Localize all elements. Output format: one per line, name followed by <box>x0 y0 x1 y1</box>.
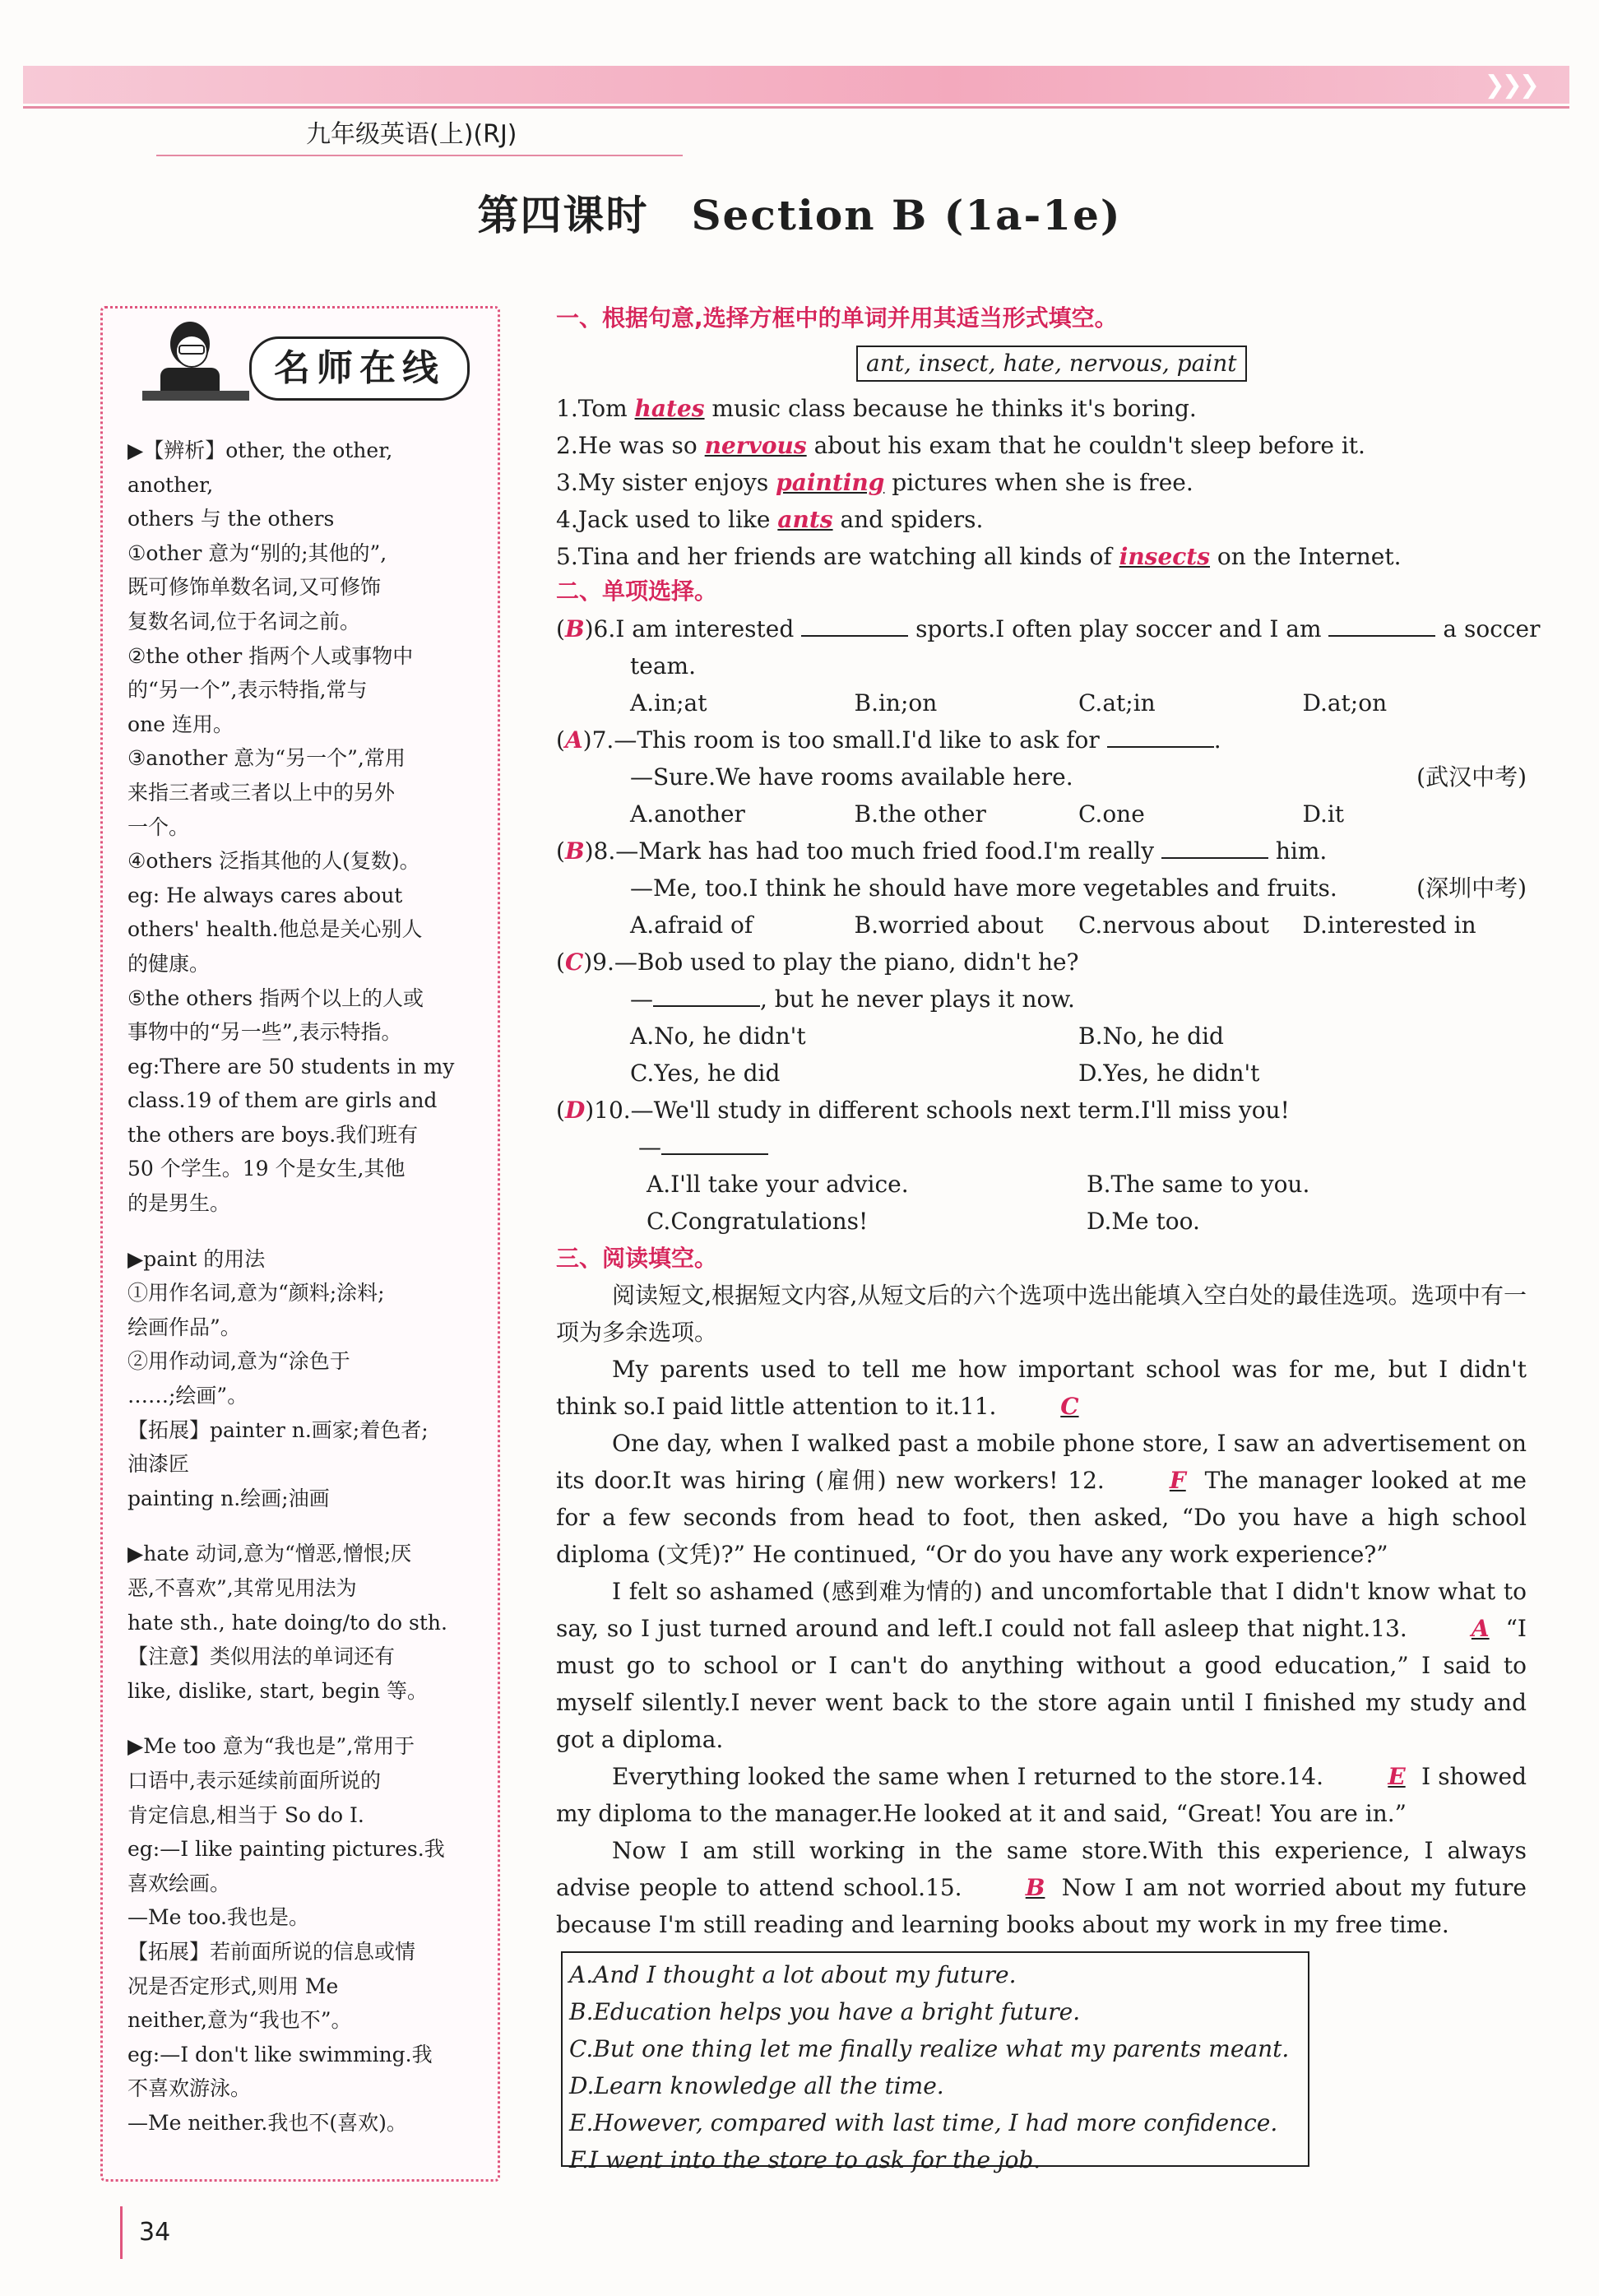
header-band <box>23 66 1569 104</box>
sidebar-line: eg: He always cares about <box>127 883 403 907</box>
question-7-line2: —Sure.We have rooms available here. <box>630 763 1073 791</box>
lesson-title: 第四课时 Section B (1a-1e) <box>477 191 1122 239</box>
option-f: F.I went into the store to ask for the job. <box>569 2146 1041 2173</box>
sidebar-line: eg:There are 50 students in my <box>127 1054 455 1078</box>
question-9-options-ab: A.No, he didn't B.No, he did <box>630 1023 1224 1050</box>
sidebar-line: 喜欢绘画。 <box>127 1871 231 1895</box>
question-6-options: A.in;at B.in;on C.at;in D.at;on <box>630 689 1388 717</box>
passage-paragraph-1: My parents used to tell me how important school was for me, but I didn't think so.I paid little attention to it.11. C <box>556 1356 1527 1420</box>
sidebar-line: class.19 of them are girls and <box>127 1088 438 1113</box>
sidebar-line: 不喜欢游泳。 <box>127 2076 252 2101</box>
option-a: A.And I thought a lot about my future. <box>569 1961 1017 1988</box>
book-title: 九年级英语(上)(RJ) <box>306 120 517 149</box>
sidebar-line: —Me too.我也是。 <box>127 1905 309 1930</box>
fill-in-item: 5.Tina and her friends are watching all kinds of insects on the Internet. <box>556 543 1402 570</box>
sidebar-line: 【拓展】若前面所说的信息或情 <box>127 1939 416 1964</box>
teacher-notes-sidebar <box>100 306 500 2182</box>
sidebar-line: 绘画作品”。 <box>127 1315 241 1339</box>
option-d: D.Learn knowledge all the time. <box>569 2072 944 2099</box>
sidebar-line: 【注意】类似用法的单词还有 <box>127 1644 396 1669</box>
teacher-icon <box>142 320 241 402</box>
answer-word: insects <box>1119 543 1211 570</box>
section-3-heading: 三、阅读填空。 <box>556 1245 718 1272</box>
sidebar-line: 况是否定形式,则用 Me <box>127 1974 339 1998</box>
sidebar-line: ▶Me too 意为“我也是”,常用于 <box>127 1734 415 1759</box>
sidebar-line: ▶hate 动词,意为“憎恶,憎恨;厌 <box>127 1542 412 1566</box>
sidebar-line: 复数名词,位于名词之前。 <box>127 609 360 633</box>
sidebar-line: 事物中的“另一些”,表示特指。 <box>127 1020 402 1045</box>
question-10-options-cd: C.Congratulations! D.Me too. <box>647 1208 1200 1235</box>
option-b: B.Education helps you have a bright future. <box>569 1998 1081 2025</box>
question-7: (A)7.—This room is too small.I'd like to ask for . <box>556 721 1221 758</box>
sidebar-notes <box>127 434 473 2141</box>
section-2-heading: 二、单项选择。 <box>556 577 718 605</box>
question-6: (B)6.I am interested sports.I often play soccer and I am a soccer <box>556 610 1541 647</box>
sidebar-line: ①用作名词,意为“颜料;涂料; <box>127 1281 385 1306</box>
passage-paragraph-2: One day, when I walked past a mobile phone store, I saw an advertisement on its door.It was hiring (雇佣) new workers! 12. F The manager looked at me for a few seconds from head to foot, then asked, “Do you have a high school diploma (文凭)?” He continued, “Or do you have any work experience?” <box>556 1430 1527 1568</box>
sidebar-line: ②用作动词,意为“涂色于 <box>127 1349 350 1374</box>
sidebar-line: 肯定信息,相当于 So do I. <box>127 1802 364 1827</box>
sidebar-line: the others are boys.我们班有 <box>127 1122 419 1147</box>
sidebar-line: ①other 意为“别的;其他的”, <box>127 540 387 565</box>
question-9-options-cd: C.Yes, he did D.Yes, he didn't <box>630 1060 1260 1087</box>
question-8-line2: —Me, too.I think he should have more vegetables and fruits. <box>630 874 1337 902</box>
sidebar-line: 口语中,表示延续前面所说的 <box>127 1768 381 1793</box>
sidebar-line: 油漆匠 <box>127 1452 190 1477</box>
passage-paragraph-5: Now I am still working in the same store.With this experience, I always advise people to attend school.15. B Now I am not worried about my future because I'm still reading and learning books about my work in my free time. <box>556 1837 1527 1938</box>
sidebar-line: one 连用。 <box>127 712 234 736</box>
sidebar-badge: 名师在线 <box>249 336 470 401</box>
passage-paragraph-4: Everything looked the same when I returned to the store.14. E I showed my diploma to the manager.He looked at it and said, “Great! You are in.” <box>556 1763 1527 1827</box>
question-9-line2: — , but he never plays it now. <box>630 981 1075 1018</box>
sidebar-gap <box>127 1221 473 1242</box>
sidebar-line: eg:—I like painting pictures.我 <box>127 1837 445 1862</box>
answer-word: ants <box>777 506 833 533</box>
section-1-heading: 一、根据句意,选择方框中的单词并用其适当形式填空。 <box>556 304 1118 332</box>
question-6-cont: team. <box>630 652 696 680</box>
question-8-options: A.afraid of B.worried about C.nervous about D.interested in <box>630 911 1476 939</box>
sidebar-line: others 与 the others <box>127 507 335 531</box>
sidebar-line: ④others 泛指其他的人(复数)。 <box>127 849 420 874</box>
sidebar-gap <box>127 1708 473 1729</box>
sidebar-line: 的是男生。 <box>127 1191 231 1216</box>
word-box: ant, insect, hate, nervous, paint <box>856 346 1247 382</box>
sidebar-line: 50 个学生。19 个是女生,其他 <box>127 1157 406 1181</box>
sidebar-line: ▶paint 的用法 <box>127 1246 266 1271</box>
fill-in-item: 4.Jack used to like ants and spiders. <box>556 506 984 533</box>
sidebar-line: 既可修饰单数名词,又可修饰 <box>127 575 381 600</box>
sidebar-line: 的“另一个”,表示特指,常与 <box>127 678 368 703</box>
question-10: (D)10.—We'll study in different schools next term.I'll miss you! <box>556 1097 1290 1124</box>
reading-instructions: 阅读短文,根据短文内容,从短文后的六个选项中选出能填入空白处的最佳选项。选项中有一项为多余选项。 <box>556 1282 1527 1346</box>
question-9: (C)9.—Bob used to play the piano, didn't he? <box>556 949 1079 976</box>
sidebar-line: ②the other 指两个人或事物中 <box>127 643 414 668</box>
question-10-line2: — <box>638 1129 768 1166</box>
answer-word: nervous <box>704 432 807 459</box>
sidebar-line: others' health.他总是关心别人 <box>127 917 423 942</box>
answer-word: hates <box>634 395 705 422</box>
option-c: C.But one thing let me finally realize what my parents meant. <box>569 2035 1290 2062</box>
sidebar-line: like, dislike, start, begin 等。 <box>127 1678 429 1703</box>
fill-in-item: 3.My sister enjoys painting pictures when she is free. <box>556 469 1193 496</box>
sidebar-line: ▶【辨析】other, the other, another, <box>127 438 393 497</box>
fill-in-item: 2.He was so nervous about his exam that he couldn't sleep before it. <box>556 432 1365 459</box>
fill-in-item: 1.Tom hates music class because he thinks it's boring. <box>556 395 1197 422</box>
sidebar-line: 一个。 <box>127 814 190 839</box>
question-8: (B)8.—Mark has had too much fried food.I'm really him. <box>556 833 1327 870</box>
sidebar-line: 来指三者或三者以上中的另外 <box>127 780 396 805</box>
question-10-options-ab: A.I'll take your advice. B.The same to you. <box>647 1171 1310 1198</box>
chevron-right-icon: ❯❯❯ <box>1484 71 1536 100</box>
header-divider <box>156 155 683 156</box>
sidebar-line: neither,意为“我也不”。 <box>127 2008 352 2033</box>
sidebar-line: —Me neither.我也不(喜欢)。 <box>127 2110 407 2135</box>
sidebar-line: 恶,不喜欢”,其常见用法为 <box>127 1576 357 1600</box>
exam-source: (深圳中考) <box>1416 874 1527 902</box>
sidebar-line: painting n.绘画;油画 <box>127 1486 330 1510</box>
sidebar-line: eg:—I don't like swimming.我 <box>127 2042 433 2066</box>
sidebar-line: 的健康。 <box>127 951 211 976</box>
sidebar-gap <box>127 1515 473 1537</box>
sidebar-line: ……;绘画”。 <box>127 1384 248 1408</box>
passage-paragraph-3: I felt so ashamed (感到难为情的) and uncomfortable that I didn't know what to say, so I just turned around and left.I could not fall asleep that night.13. A “I must go to school or I can't do anything without a good education,” I said to myself silently.I never went back to the store again until I finished my study and got a diploma. <box>556 1578 1527 1753</box>
sidebar-line: ③another 意为“另一个”,常用 <box>127 746 406 771</box>
exam-source: (武汉中考) <box>1416 763 1527 791</box>
sidebar-header <box>109 315 493 407</box>
sidebar-line: 【拓展】painter n.画家;着色者; <box>127 1417 429 1442</box>
answer-word: painting <box>776 469 885 496</box>
sidebar-line: ⑤the others 指两个以上的人或 <box>127 986 424 1010</box>
option-e: E.However, compared with last time, I had more confidence. <box>569 2109 1278 2136</box>
reading-options-box <box>561 1951 1309 2173</box>
sidebar-line: hate sth., hate doing/to do sth. <box>127 1610 447 1635</box>
page-number: 34 <box>120 2206 213 2259</box>
question-7-options: A.another B.the other C.one D.it <box>630 800 1345 828</box>
